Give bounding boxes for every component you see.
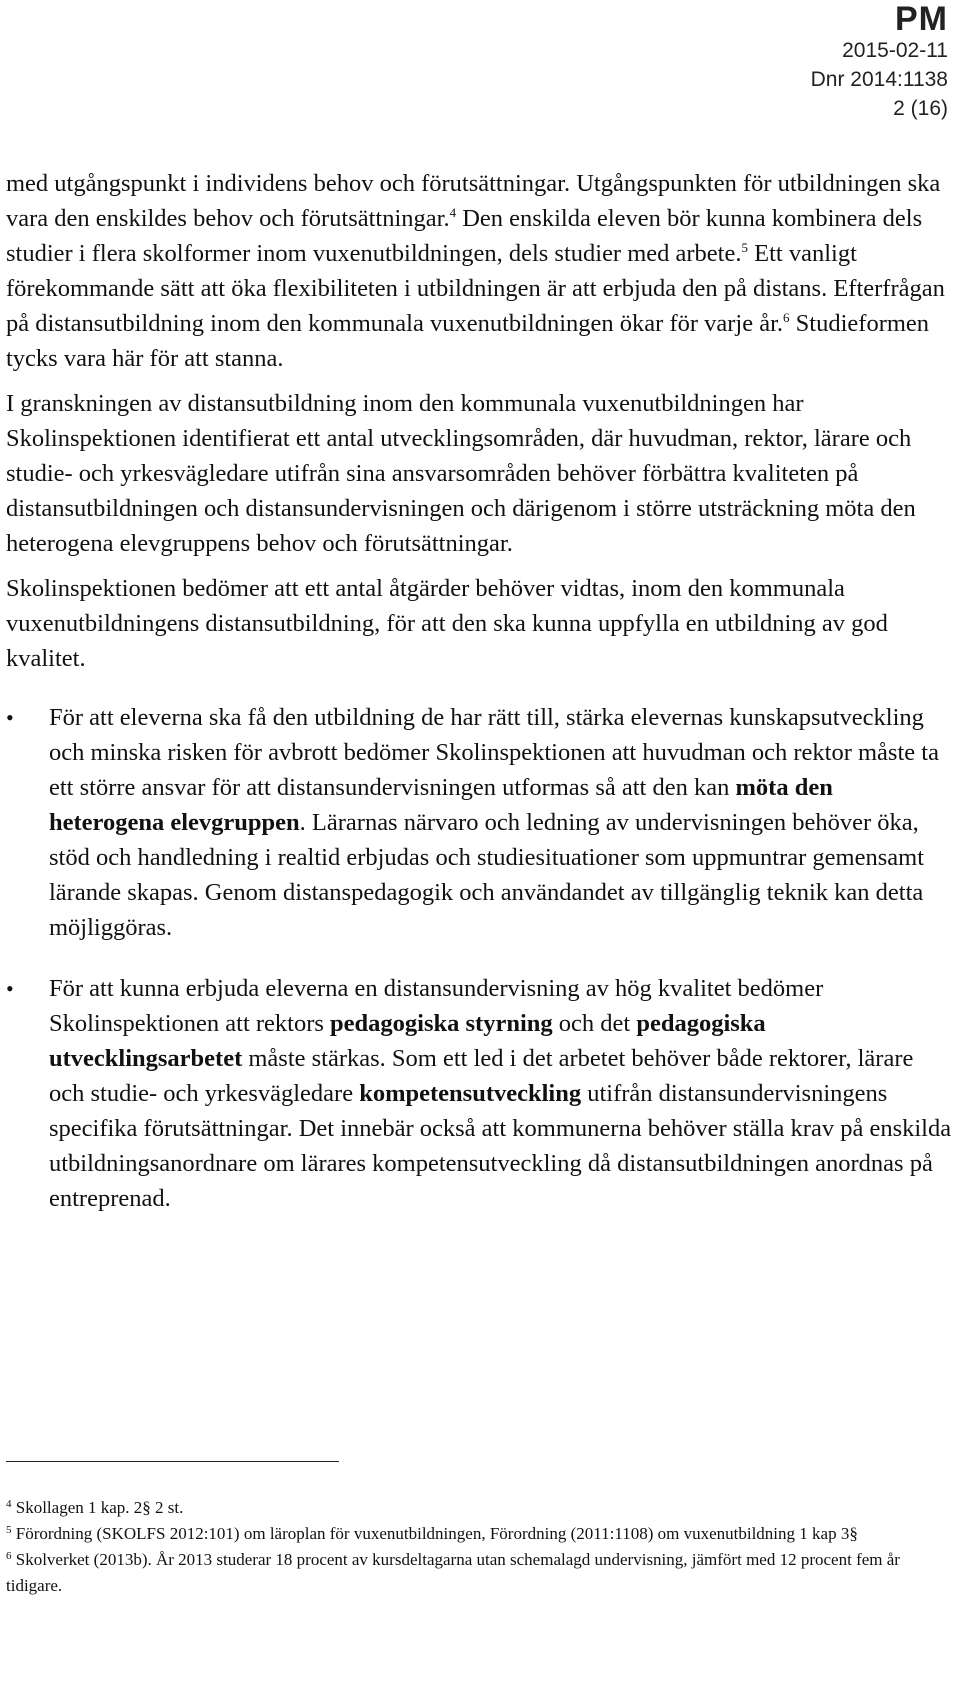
footnote-ref-6[interactable]: 6 — [783, 310, 790, 325]
page-header — [811, 0, 948, 123]
paragraph-spacer — [6, 376, 952, 386]
list-item — [6, 700, 952, 945]
footnote-text: Förordning (SKOLFS 2012:101) om läroplan för vuxenutbildningen, Förordning (2011:1108) om vuxenutbildning 1 kap 3§ — [11, 1524, 858, 1543]
footnote-number: 6 — [6, 1550, 12, 1562]
paragraph-assessment: Skolinspektionen bedömer att ett antal åtgärder behöver vidtas, inom den kommunala vuxenutbildningens distansutbildning, för att den ska kunna uppfylla en utbildning av god kvalitet. — [6, 575, 888, 672]
footnote-ref-4[interactable]: 4 — [449, 205, 457, 220]
footnote-5 — [6, 1521, 952, 1547]
footnotes — [6, 1495, 952, 1599]
measures-list — [6, 700, 952, 1216]
bullet-2-text-2: och det — [552, 1010, 637, 1037]
footnote-4 — [6, 1495, 952, 1521]
paragraph-spacer — [6, 676, 952, 700]
paragraph-intro-text-2: Den enskilda eleven bör kunna kombinera dels studier i flera skolformer inom vuxenutbildningen, dels studier med arbete. — [6, 205, 923, 267]
bullet-2-emphasis-3: kompetensutveckling — [359, 1080, 582, 1107]
footnote-ref-5[interactable]: 5 — [741, 240, 748, 255]
paragraph-intro — [6, 166, 952, 376]
document-date: 2015-02-11 — [842, 39, 948, 62]
bullet-icon: • — [6, 705, 14, 730]
footnote-6 — [6, 1547, 952, 1599]
bullet-1-emphasis-1: möta den heterogena elevgruppen — [49, 774, 833, 836]
document-body — [6, 166, 952, 1216]
bullet-2-text-3: måste stärkas. Som ett led i det arbetet behöver både rektorer, lärare och studie- och yrkesvägledare — [49, 1045, 914, 1107]
bullet-icon: • — [6, 976, 14, 1001]
document-registration-number: Dnr 2014:1138 — [810, 68, 948, 91]
footnote-number: 4 — [6, 1498, 12, 1510]
paragraph-intro-text-4: Studieformen tycks vara här för att stanna. — [6, 310, 930, 372]
page-number: 2 (16) — [893, 97, 948, 120]
paragraph-findings: I granskningen av distansutbildning inom den kommunala vuxenutbildningen har Skolinspektionen identifierat ett antal utvecklingsområden, där huvudman, rektor, lärare och studie- och yrkesvägledare utifrån sina ansvarsområden behöver förbättra kvaliteten på distansutbildningen och distansundervisningen och därigenom i större utsträckning möta den heterogena elevgruppens behov och förutsättningar. — [6, 390, 916, 557]
footnote-separator — [6, 1461, 339, 1462]
bullet-2-emphasis-1: pedagogiska styrning — [330, 1010, 553, 1037]
bullet-2-text-4: utifrån distansundervisningens specifika förutsättningar. Det innebär också att kommunerna behöver ställa krav på enskilda utbildningsanordnare om lärares kompetensutveckling då distansutbildningen anordnas på entreprenad. — [49, 1080, 952, 1212]
footnote-text: Skollagen 1 kap. 2§ 2 st. — [11, 1498, 184, 1517]
bullet-1-text-2: . Lärarnas närvaro och ledning av undervisningen behöver öka, stöd och handledning i realtid erbjudas och studiesituationer som uppmuntrar gemensamt lärande skapas. Genom distanspedagogik och användandet av tillgänglig teknik kan detta möjliggöras. — [49, 809, 925, 941]
footnote-number: 5 — [6, 1524, 12, 1536]
paragraph-spacer — [6, 561, 952, 571]
document-type: PM — [895, 0, 948, 38]
paragraph-intro-text-1: med utgångspunkt i individens behov och förutsättningar. Utgångspunkten för utbildningen ska vara den enskildes behov och förutsättningar. — [6, 170, 941, 232]
paragraph-intro-text-3: Ett vanligt förekommande sätt att öka flexibiliteten i utbildningen är att erbjuda den på distans. Efterfrågan på distansutbildning inom den kommunala vuxenutbildningen ökar för varje år. — [6, 240, 945, 337]
bullet-2-text-1: För att kunna erbjuda eleverna en distansundervisning av hög kvalitet bedömer Skolinspektionen att rektors — [49, 975, 824, 1037]
footnote-text: Skolverket (2013b). År 2013 studerar 18 procent av kursdeltagarna utan schemalagd undervisning, jämfört med 12 procent fem år tidigare. — [6, 1550, 900, 1595]
bullet-2-emphasis-2: pedagogiska utvecklingsarbetet — [49, 1010, 766, 1072]
list-item — [6, 971, 952, 1216]
bullet-1-text-1: För att eleverna ska få den utbildning de har rätt till, stärka elevernas kunskapsutveckling och minska risken för avbrott bedömer Skolinspektionen att huvudman och rektor måste ta ett större ansvar för att distansundervisningen utformas så att den kan — [49, 704, 939, 801]
